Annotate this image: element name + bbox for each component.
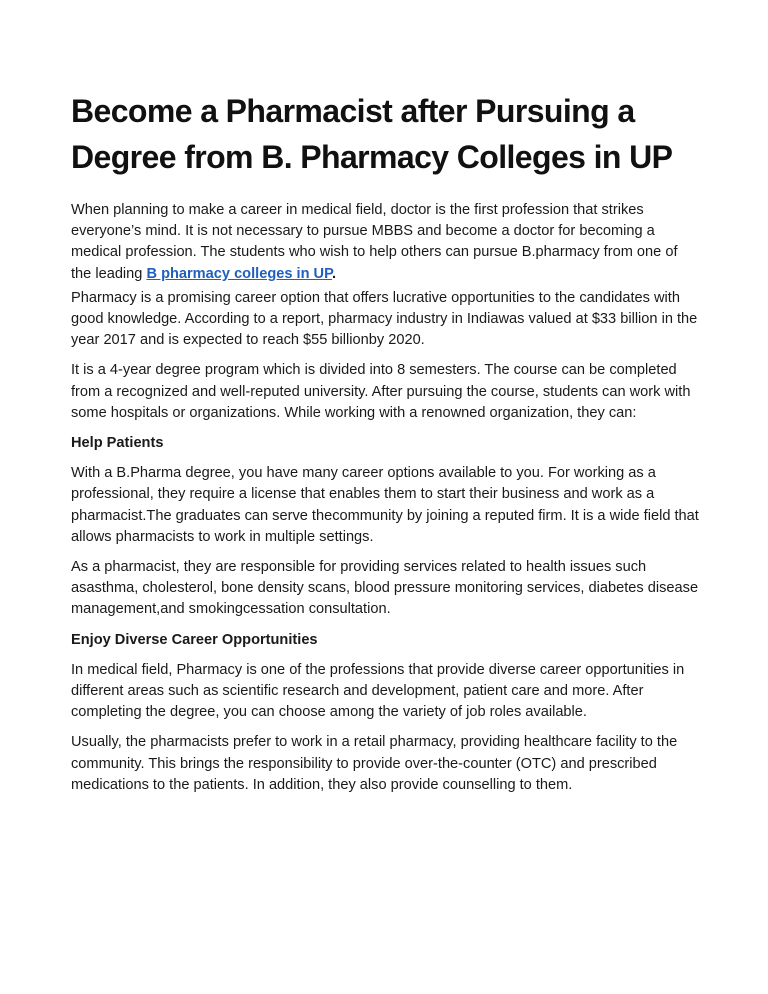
paragraph-career-options: With a B.Pharma degree, you have many career options available to you. For working as a professional, they require a license that enables them to start their business and work as a pharmacist.The graduates can serve thecommunity by joining a reputed firm. It is a wide field that allows pharmacists to work in multiple settings. <box>71 465 699 545</box>
paragraph-retail-pharmacy: Usually, the pharmacists prefer to work in a retail pharmacy, providing healthcare facility to the community. This brings the responsibility to provide over-the-counter (OTC) and prescribed medications to the patients. In addition, they also provide counselling to them. <box>71 734 678 793</box>
b-pharmacy-colleges-link[interactable]: B pharmacy colleges in UP <box>146 265 332 282</box>
intro-paragraph <box>71 200 701 285</box>
intro-tail: . <box>331 265 337 282</box>
page-title: Become a Pharmacist after Pursuing a Degree from B. Pharmacy Colleges in UP <box>71 93 673 175</box>
section-heading-diverse-careers: Enjoy Diverse Career Opportunities <box>71 631 318 648</box>
paragraph-market: Pharmacy is a promising career option that offers lucrative opportunities to the candidates with good knowledge. According to a report, pharmacy industry in Indiawas valued at $33 billion in the year 2017 and is expected to reach $55 billionby 2020. <box>71 289 698 349</box>
section-heading-help-patients: Help Patients <box>71 435 164 452</box>
intro-text: When planning to make a career in medical field, doctor is the first profession that strikes everyone’s mind. It is not necessary to pursue MBBS and become a doctor for becoming a medical profession. The students who wish to help others can pursue B.pharmacy from one of the leading <box>71 202 678 282</box>
paragraph-responsibilities: As a pharmacist, they are responsible for providing services related to health issues such asasthma, cholesterol, bone density scans, blood pressure monitoring services, diabetes disease management,and smokingcessation consultation. <box>71 559 699 618</box>
document-page <box>71 88 701 805</box>
paragraph-diverse-opportunities: In medical field, Pharmacy is one of the professions that provide diverse career opportunities in different areas such as scientific research and development, patient care and more. After completing the degree, you can choose among the variety of job roles available. <box>71 661 685 721</box>
paragraph-program: It is a 4-year degree program which is divided into 8 semesters. The course can be completed from a recognized and well-reputed university. After pursuing the course, students can work with some hospitals or organizations. While working with a renowned organization, they can: <box>71 362 691 421</box>
